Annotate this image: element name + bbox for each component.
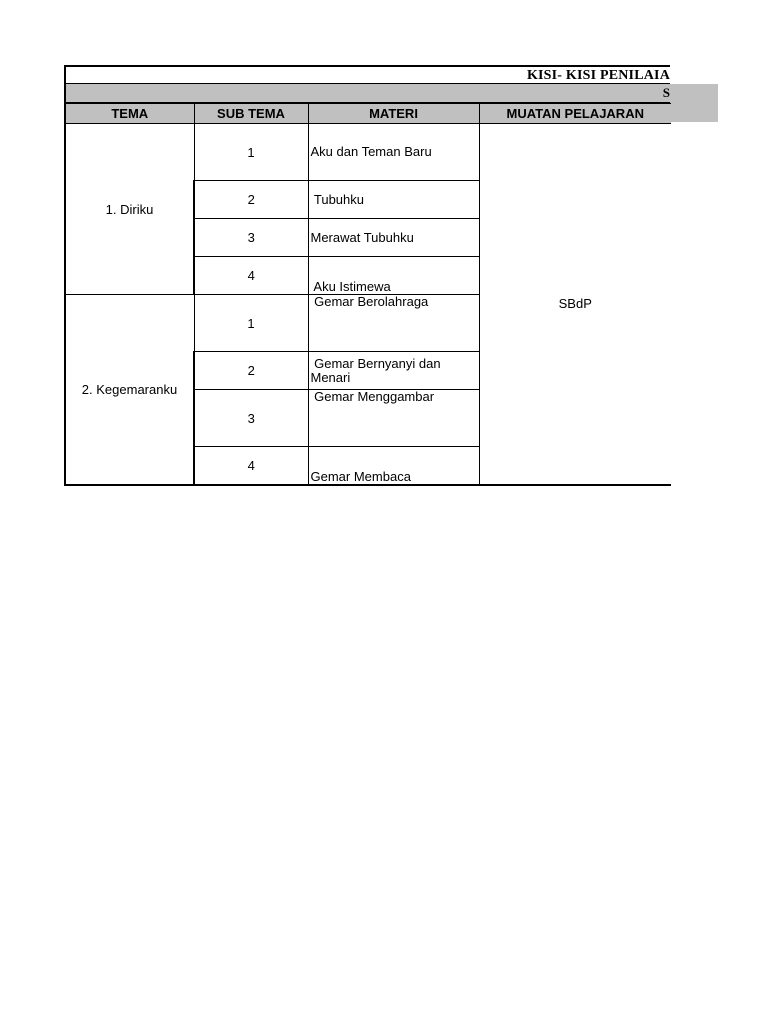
sub-tema-cell: 3 — [194, 219, 308, 257]
materi-cell: Aku dan Teman Baru — [308, 124, 479, 181]
materi-cell: Tubuhku — [308, 181, 479, 219]
materi-cell: Gemar Menggambar — [308, 390, 479, 447]
sub-tema-cell: 1 — [194, 295, 308, 352]
spreadsheet-sheet — [64, 65, 718, 489]
materi-cell: Gemar Membaca — [308, 447, 479, 485]
materi-cell: Aku Istimewa — [308, 257, 479, 295]
header-row — [65, 104, 671, 124]
tema-cell: 1. Diriku — [65, 124, 194, 295]
sub-tema-cell: 2 — [194, 352, 308, 390]
muatan-pelajaran-cell: SBdP — [479, 124, 671, 485]
subtitle-row — [64, 84, 670, 103]
sub-tema-cell: 2 — [194, 181, 308, 219]
document-title: KISI- KISI PENILAIA — [526, 68, 670, 83]
gray-header-overflow — [670, 84, 718, 122]
sub-tema-cell: 4 — [194, 447, 308, 485]
materi-cell: Gemar Berolahraga — [308, 295, 479, 352]
table-row — [65, 124, 671, 181]
document-subtitle: S — [662, 85, 670, 100]
header-materi: MATERI — [308, 104, 479, 124]
header-muatan-pelajaran: MUATAN PELAJARAN — [479, 104, 671, 124]
sub-tema-cell: 3 — [194, 390, 308, 447]
sub-tema-cell: 1 — [194, 124, 308, 181]
materi-cell: Merawat Tubuhku — [308, 219, 479, 257]
tema-cell: 2. Kegemaranku — [65, 295, 194, 485]
header-tema: TEMA — [65, 104, 194, 124]
materi-cell: Gemar Bernyanyi dan Menari — [308, 352, 479, 390]
sub-tema-cell: 4 — [194, 257, 308, 295]
header-sub-tema: SUB TEMA — [194, 104, 308, 124]
title-row — [64, 65, 670, 84]
kisi-table — [64, 103, 671, 486]
